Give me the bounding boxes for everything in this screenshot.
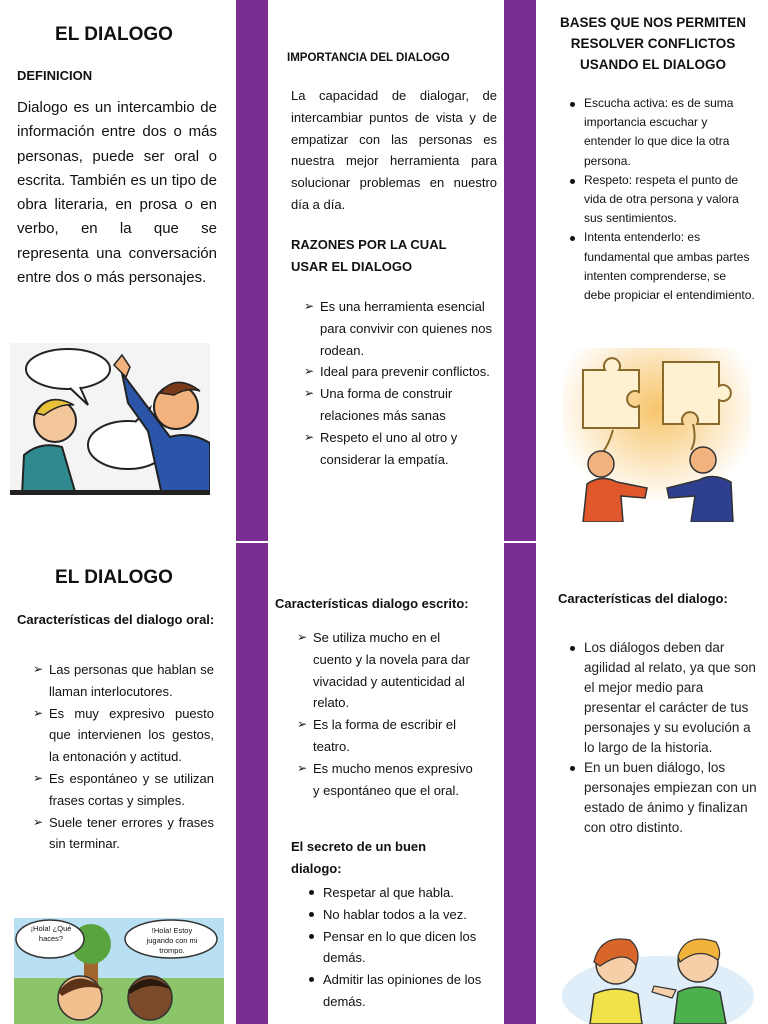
panel1-title: EL DIALOGO: [55, 24, 173, 45]
importance-heading: IMPORTANCIA DEL DIALOGO: [287, 52, 450, 64]
characteristics-list: [568, 638, 758, 838]
conversation-illustration: [10, 343, 210, 495]
panel-split-line-left: [236, 541, 268, 543]
speech-bubble-left: ¡Hola! ¿Qué haces?: [30, 924, 72, 943]
list-item: En un buen diálogo, los personajes empiezan con un estado de ánimo y finalizan con otro distinto.: [568, 758, 758, 838]
list-item: ➢ Respeto el uno al otro y considerar la empatía.: [304, 427, 494, 471]
list-item: Pensar en lo que dicen los demás.: [307, 926, 491, 970]
reasons-heading: RAZONES POR LA CUAL USAR EL DIALOGO: [291, 237, 447, 274]
divider-bar-right: [504, 0, 536, 1024]
list-item: Admitir las opiniones de los demás.: [307, 969, 491, 1013]
speech-bubble-right: !Hola! Estoy jugando con mi trompo.: [146, 926, 198, 955]
secret-list: [307, 882, 491, 1013]
list-item: ➢ Es una herramienta esencial para convivir con quienes nos rodean.: [304, 296, 494, 361]
bases-list: [568, 94, 756, 305]
reasons-list: [304, 296, 494, 470]
puzzle-illustration: [563, 348, 751, 522]
list-item: ➢ Es espontáneo y se utilizan frases cortas y simples.: [33, 768, 214, 812]
list-item: ➢ Las personas que hablan se llaman interlocutores.: [33, 659, 214, 703]
written-heading: Características dialogo escrito:: [275, 596, 469, 611]
kids-talking-illustration: [14, 918, 224, 1024]
panel-split-line-right: [504, 541, 536, 543]
panel4-title: EL DIALOGO: [55, 567, 173, 588]
list-item: Respeto: respeta el punto de vida de otra persona y valora sus sentimientos.: [568, 171, 756, 229]
children-illustration: [560, 926, 756, 1024]
secret-heading: El secreto de un buen dialogo:: [291, 839, 427, 876]
list-item: ➢ Se utiliza mucho en el cuento y la novela para dar vivacidad y autenticidad al relato.: [297, 627, 477, 714]
list-item: ➢ Es mucho menos expresivo y espontáneo que el oral.: [297, 758, 477, 802]
oral-heading: Características del dialogo oral:: [17, 612, 215, 627]
characteristics-heading: Características del dialogo:: [558, 591, 728, 606]
list-item: Los diálogos deben dar agilidad al relato, ya que son el mejor medio para presentar el carácter de tus personajes y su evolución a lo largo de la historia.: [568, 638, 758, 758]
list-item: ➢ Es muy expresivo puesto que intervienen los gestos, la entonación y actitud.: [33, 703, 214, 768]
definition-heading: DEFINICION: [17, 68, 93, 83]
divider-bar-left: [236, 0, 268, 1024]
bases-heading: BASES QUE NOS PERMITEN RESOLVER CONFLICTOS USANDO EL DIALOGO: [559, 15, 747, 72]
list-item: ➢ Una forma de construir relaciones más sanas: [304, 383, 494, 427]
definition-text: Dialogo es un intercambio de información entre dos o más personas, puede ser oral o escrita. También es un tipo de obra literaria, en prosa o en verbo, en la que se representa una conversación entre dos o más personajes.: [17, 99, 217, 287]
list-item: ➢ Ideal para prevenir conflictos.: [304, 361, 494, 383]
list-item: ➢ Es la forma de escribir el teatro.: [297, 714, 477, 758]
list-item: No hablar todos a la vez.: [307, 904, 491, 926]
oral-list: [33, 659, 214, 855]
list-item: Intenta entenderlo: es fundamental que ambas partes intenten comprenderse, se debe propiciar el entendimiento.: [568, 228, 756, 305]
list-item: Escucha activa: es de suma importancia escuchar y entender lo que dice la otra persona.: [568, 94, 756, 171]
list-item: ➢ Suele tener errores y frases sin terminar.: [33, 812, 214, 856]
importance-text: La capacidad de dialogar, de intercambiar puntos de vista y de empatizar con las personas es nuestra mejor herramienta para solucionar problemas en nuestro día a día.: [291, 88, 497, 212]
list-item: Respetar al que habla.: [307, 882, 491, 904]
written-list: [297, 627, 477, 801]
